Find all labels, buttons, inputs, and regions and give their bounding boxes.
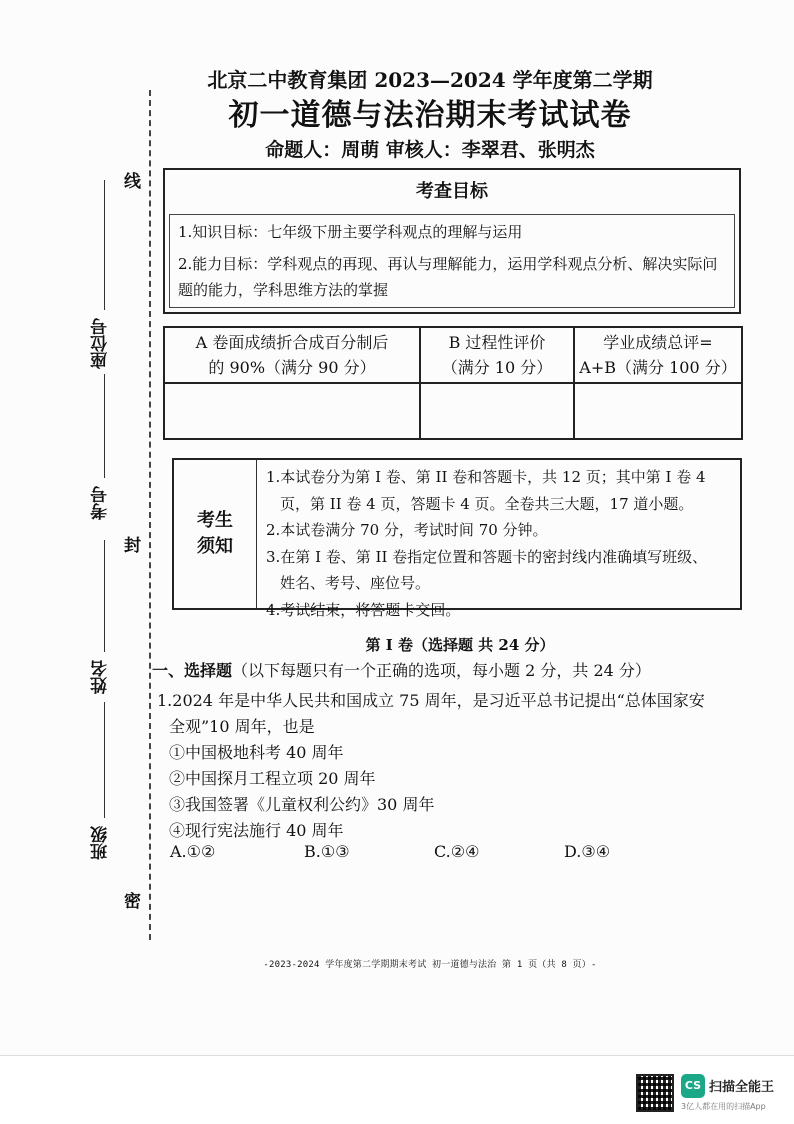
notice-item: 1.本试卷分为第 I 卷、第 II 卷和答题卡，共 12 页；其中第 I 卷 4 xyxy=(266,468,706,486)
answer-choices xyxy=(170,842,730,866)
seal-word-seal: 封 xyxy=(120,536,140,553)
notice-item: 2.本试卷满分 70 分，考试时间 70 分钟。 xyxy=(266,521,548,539)
notice-item: 姓名、考号、座位号。 xyxy=(280,574,431,592)
goal-item-ability: 2.能力目标：学科观点的再现、再认与理解能力，运用学科观点分析、解决实际问题的能力，学科思维方法的掌握 xyxy=(178,255,718,299)
score-col-b-header xyxy=(420,327,574,383)
question-1 xyxy=(157,688,747,844)
seal-word-secret: 密 xyxy=(120,892,140,909)
seat-number-field[interactable] xyxy=(104,180,105,310)
goal-item-knowledge: 1.知识目标：七年级下册主要学科观点的理解与运用 xyxy=(178,223,523,241)
score-col-total-header xyxy=(574,327,742,383)
seal-word-line: 线 xyxy=(120,172,140,189)
score-col-b-line1: B 过程性评价 xyxy=(448,333,546,352)
goals-content xyxy=(169,214,735,308)
question-stem-line2: 全观”10 周年，也是 xyxy=(169,717,315,736)
notice-label xyxy=(174,460,257,608)
camscanner-logo-icon: CS xyxy=(681,1074,705,1098)
class-field[interactable] xyxy=(104,702,105,818)
statement-option: ①中国极地科考 40 周年 xyxy=(169,743,344,762)
score-a-cell[interactable] xyxy=(164,383,420,439)
score-col-total-line2: A+B（满分 100 分） xyxy=(579,358,737,377)
score-table xyxy=(163,326,743,440)
part-note: （以下每题只有一个正确的选项，每小题 2 分，共 24 分） xyxy=(232,661,651,680)
answer-choice-a[interactable]: A.①② xyxy=(170,842,216,861)
answer-choice-b[interactable]: B.①③ xyxy=(304,842,350,861)
score-col-a-line2: 的 90%（满分 90 分） xyxy=(208,358,376,377)
score-col-a-header xyxy=(164,327,420,383)
exam-title: 初一道德与法治期末考试试卷 xyxy=(228,98,632,133)
question-stem-line1: 1.2024 年是中华人民共和国成立 75 周年，是习近平总书记提出“总体国家安 xyxy=(157,691,705,710)
part-heading xyxy=(152,658,651,681)
score-col-total-line1: 学业成绩总评= xyxy=(603,333,713,352)
statement-option: ③我国签署《儿童权利公约》30 周年 xyxy=(169,795,435,814)
score-total-cell[interactable] xyxy=(574,383,742,439)
notice-label-line2: 须知 xyxy=(197,536,233,557)
scanner-app-name: 扫描全能王 xyxy=(709,1080,775,1095)
exam-number-label: 考号 xyxy=(91,486,111,520)
notice-item: 页，第 II 卷 4 页，答题卡 4 页。全卷共三大题，17 道小题。 xyxy=(280,494,694,513)
notice-item: 4.考试结束，将答题卡交回。 xyxy=(266,600,461,619)
name-field[interactable] xyxy=(104,540,105,652)
answer-choice-d[interactable]: D.③④ xyxy=(564,842,611,861)
scanner-tagline: 3亿人都在用的扫描App xyxy=(681,1102,766,1111)
authors-line: 命题人：周萌 审核人：李翠君、张明杰 xyxy=(265,139,595,161)
section-title: 第 I 卷（选择题 共 24 分） xyxy=(365,636,555,654)
part-label: 一、选择题 xyxy=(152,661,233,680)
seat-number-label: 座位号 xyxy=(91,318,111,369)
page-divider xyxy=(0,1055,794,1056)
statement-option: ②中国探月工程立项 20 周年 xyxy=(169,769,376,788)
exam-number-field[interactable] xyxy=(104,374,105,478)
notice-list xyxy=(266,464,734,623)
score-b-cell[interactable] xyxy=(420,383,574,439)
goals-title: 考查目标 xyxy=(416,181,488,202)
page-footer: -2023-2024 学年度第二学期期末考试 初一道德与法治 第 1 页（共 8 页）- xyxy=(263,960,597,970)
qr-code-icon xyxy=(636,1074,674,1112)
seal-line xyxy=(149,90,151,940)
candidate-notice-box xyxy=(172,458,742,619)
answer-choice-c[interactable]: C.②④ xyxy=(434,842,480,861)
name-label: 姓名 xyxy=(91,660,111,694)
statement-option: ④现行宪法施行 40 周年 xyxy=(169,821,344,840)
score-col-b-line2: （满分 10 分） xyxy=(441,358,553,377)
notice-label-line1: 考生 xyxy=(197,510,233,531)
goals-box xyxy=(163,168,741,314)
score-col-a-line1: A 卷面成绩折合成百分制后 xyxy=(195,333,389,352)
school-term-heading: 北京二中教育集团 2023—2024 学年度第二学期 xyxy=(207,68,653,92)
class-label: 班级 xyxy=(91,826,111,860)
notice-item: 3.在第 I 卷、第 II 卷指定位置和答题卡的密封线内准确填写班级、 xyxy=(266,547,708,566)
